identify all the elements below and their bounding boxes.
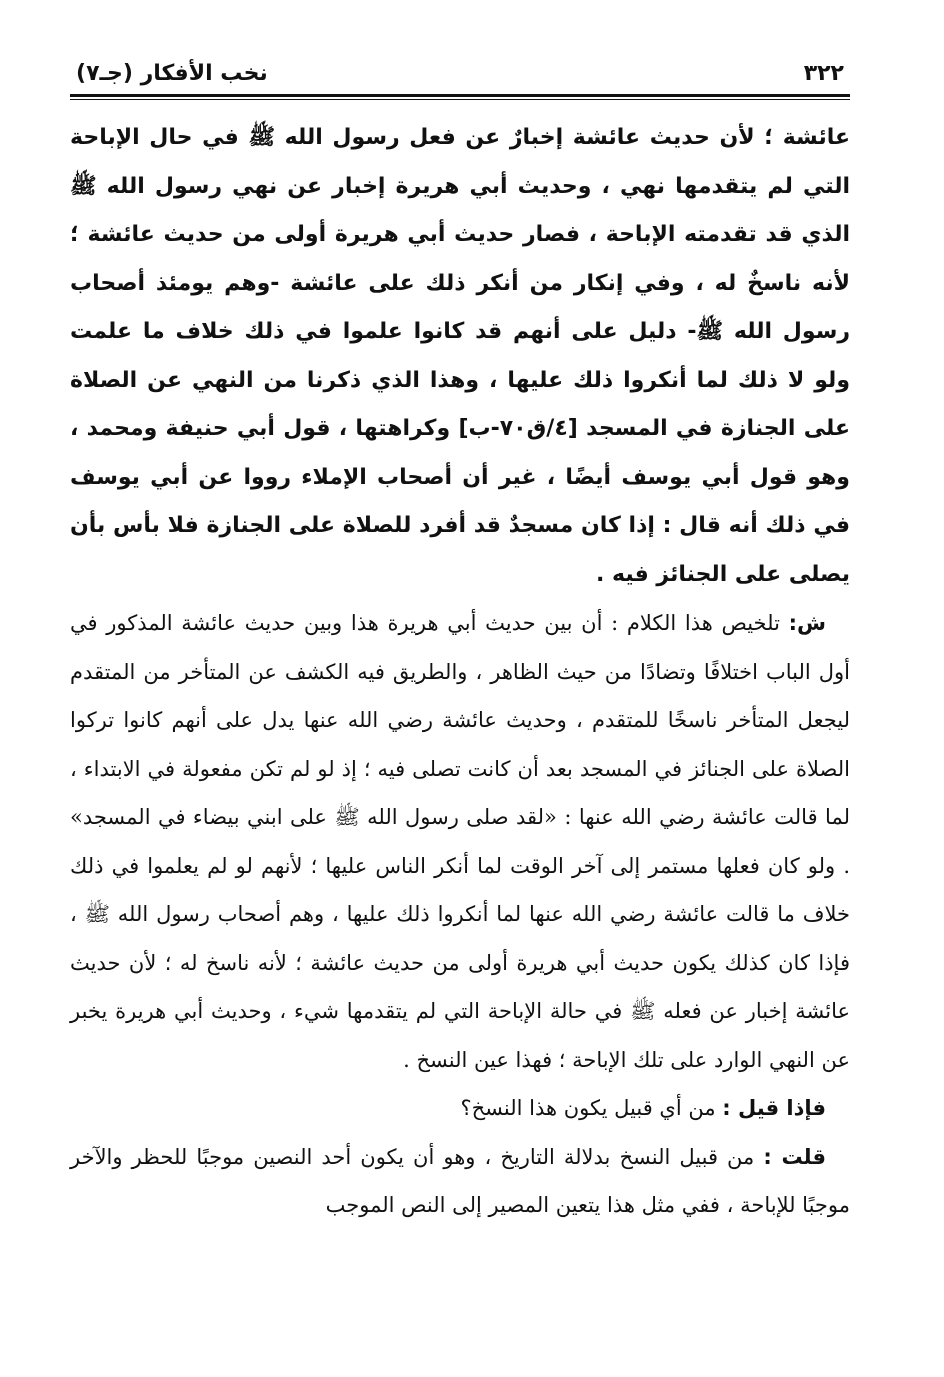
main-text-block: عائشة ؛ لأن حديث عائشة إخبارٌ عن فعل رسول الله ﷺ في حال الإباحة التي لم يتقدمها نهي ، وحديث أبي هريرة إخبار عن نهي رسول الله ﷺ الذي قد تقدمته الإباحة ، فصار حديث أبي هريرة أولى من حديث عائشة ؛ لأنه ناسخٌ له ، وفي إنكار من أنكر ذلك على عائشة -وهم يومئذ أصحاب رسول الله ﷺ- دليل على أنهم قد كانوا علموا في ذلك خلاف ما علمت ولو لا ذلك لما أنكروا ذلك عليها ، وهذا الذي ذكرنا من النهي عن الصلاة على الجنازة في المسجد [٤/ق٧٠-ب] وكراهتها ، قول أبي حنيفة ومحمد ، وهو قول أبي يوسف أيضًا ، غير أن أصحاب الإملاء رووا عن أبي يوسف في ذلك أنه قال : إذا كان مسجدٌ قد أفرد للصلاة على الجنازة فلا بأس بأن يصلى على الجنائز فيه .	[70, 125, 850, 587]
question-text: من أي قبيل يكون هذا النسخ؟	[460, 1096, 723, 1120]
question-lead: فإذا قيل :	[722, 1096, 826, 1120]
answer-paragraph	[70, 1133, 850, 1230]
commentary-text: تلخيص هذا الكلام : أن بين حديث أبي هريرة هذا وبين حديث عائشة المذكور في أول الباب اختلافًا وتضادًا من حيث الظاهر ، والطريق فيه الكشف عن المتأخر من المتقدم ليجعل المتأخر ناسخًا للمتقدم ، وحديث عائشة رضي الله عنها يدل على أنهم كانوا تركوا الصلاة على الجنائز في المسجد بعد أن كانت تصلى فيه ؛ إذ لو لم تكن مفعولة في الابتداء ، لما قالت عائشة رضي الله عنها : «لقد صلى رسول الله ﷺ على ابني بيضاء في المسجد» . ولو كان فعلها مستمر إلى آخر الوقت لما أنكر الناس عليها ؛ لأنهم لو لم يعلموا في ذلك خلاف ما قالت عائشة رضي الله عنها لما أنكروا ذلك عليها ، وهم أصحاب رسول الله ﷺ ، فإذا كان كذلك يكون حديث أبي هريرة أولى من حديث عائشة ؛ لأنه ناسخ له ؛ لأن حديث عائشة إخبار عن فعله ﷺ في حالة الإباحة التي لم يتقدمها شيء ، وحديث أبي هريرة يخبر عن النهي الوارد على تلك الإباحة ؛ فهذا عين النسخ .	[70, 611, 850, 1072]
commentary-block	[70, 599, 850, 1230]
header-rule-thick	[70, 94, 850, 97]
commentary-lead: ش:	[788, 611, 826, 635]
commentary-paragraph	[70, 599, 850, 1084]
question-paragraph	[70, 1084, 850, 1133]
book-page	[70, 50, 850, 1230]
page-header	[70, 50, 850, 86]
header-rule-thin	[70, 99, 850, 100]
answer-lead: قلت :	[763, 1144, 827, 1169]
book-title: نخب الأفكار (جـ٧)	[76, 61, 268, 86]
page-number: ٣٢٢	[803, 61, 844, 86]
answer-text: من قبيل النسخ بدلالة التاريخ ، وهو أن يكون أحد النصين موجبًا للحظر والآخر موجبًا للإباحة ، ففي مثل هذا يتعين المصير إلى النص الموجب	[70, 1144, 850, 1217]
